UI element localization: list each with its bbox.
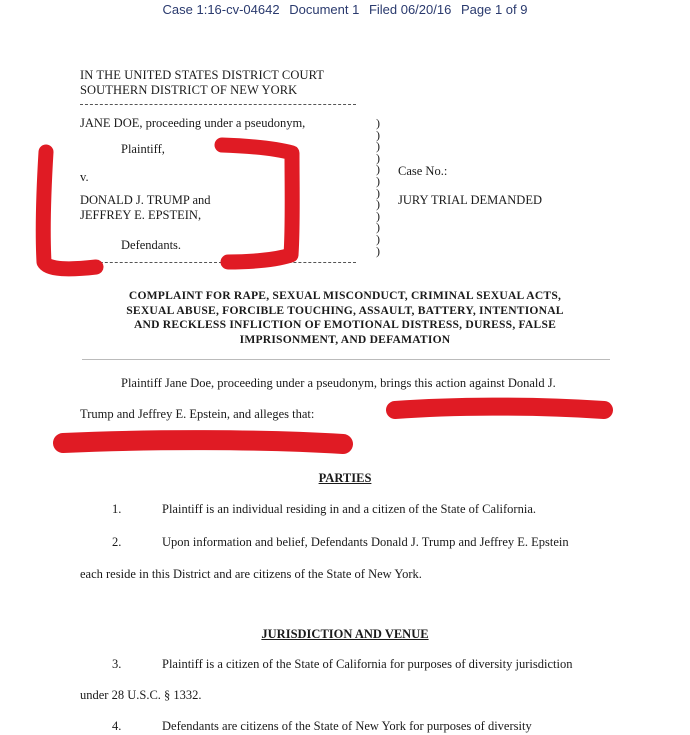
paragraph-2-continued: each reside in this District and are citizens of the State of New York.	[80, 567, 422, 581]
paragraph-2-number: 2.	[112, 535, 122, 549]
intro-line-1: Plaintiff Jane Doe, proceeding under a pseudonym, brings this action against Donald J.	[121, 376, 556, 390]
filed-date: Filed 06/20/16	[368, 2, 452, 17]
case-number: Case 1:16-cv-04642	[162, 2, 280, 17]
caption-parentheses: ) ) ) ) ) ) ) ) ) ) ) )	[376, 116, 380, 258]
plaintiff-label: Plaintiff,	[121, 142, 165, 156]
title-line-3: AND RECKLESS INFLICTION OF EMOTIONAL DISTRESS, DURESS, FALSE	[133, 318, 557, 331]
document-number: Document 1	[289, 2, 360, 17]
paragraph-4-number: 4.	[112, 719, 122, 733]
paragraph-3-number: 3.	[112, 657, 122, 671]
intro-line-2: Trump and Jeffrey E. Epstein, and alleges that:	[80, 407, 315, 421]
versus: v.	[80, 170, 89, 184]
defendant-2: JEFFREY E. EPSTEIN,	[80, 208, 202, 222]
paragraph-2-text: Upon information and belief, Defendants Donald J. Trump and Jeffrey E. Epstein	[162, 535, 569, 549]
redaction-bar-2	[63, 440, 343, 444]
title-line-1: COMPLAINT FOR RAPE, SEXUAL MISCONDUCT, CRIMINAL SEXUAL ACTS,	[128, 289, 562, 302]
paragraph-1-text: Plaintiff is an individual residing in and a citizen of the State of California.	[162, 502, 536, 516]
redaction-bar-1	[395, 407, 604, 410]
paragraph-1-number: 1.	[112, 502, 122, 516]
jury-demand: JURY TRIAL DEMANDED	[398, 193, 542, 207]
title-line-2: SEXUAL ABUSE, FORCIBLE TOUCHING, ASSAULT, BATTERY, INTENTIONAL	[126, 303, 564, 317]
parties-heading: PARTIES	[318, 471, 372, 485]
title-line-4: IMPRISONMENT, AND DEFAMATION	[239, 332, 451, 346]
plaintiff-name: JANE DOE, proceeding under a pseudonym,	[80, 116, 306, 130]
page-number: Page 1 of 9	[460, 2, 528, 17]
paragraph-4-text: Defendants are citizens of the State of New York for purposes of diversity	[162, 719, 532, 733]
right-bracket-mark	[222, 145, 292, 262]
paragraph-3-text: Plaintiff is a citizen of the State of California for purposes of diversity jurisdiction	[162, 657, 573, 671]
paragraph-3-continued: under 28 U.S.C. § 1332.	[80, 688, 202, 702]
court-line-2: SOUTHERN DISTRICT OF NEW YORK	[80, 83, 298, 97]
defendants-label: Defendants.	[121, 238, 182, 252]
jurisdiction-heading: JURISDICTION AND VENUE	[261, 627, 429, 641]
defendant-1: DONALD J. TRUMP and	[80, 193, 211, 207]
left-bracket-mark	[43, 152, 96, 269]
court-line-1: IN THE UNITED STATES DISTRICT COURT	[80, 68, 324, 82]
case-number-label: Case No.:	[398, 164, 448, 178]
